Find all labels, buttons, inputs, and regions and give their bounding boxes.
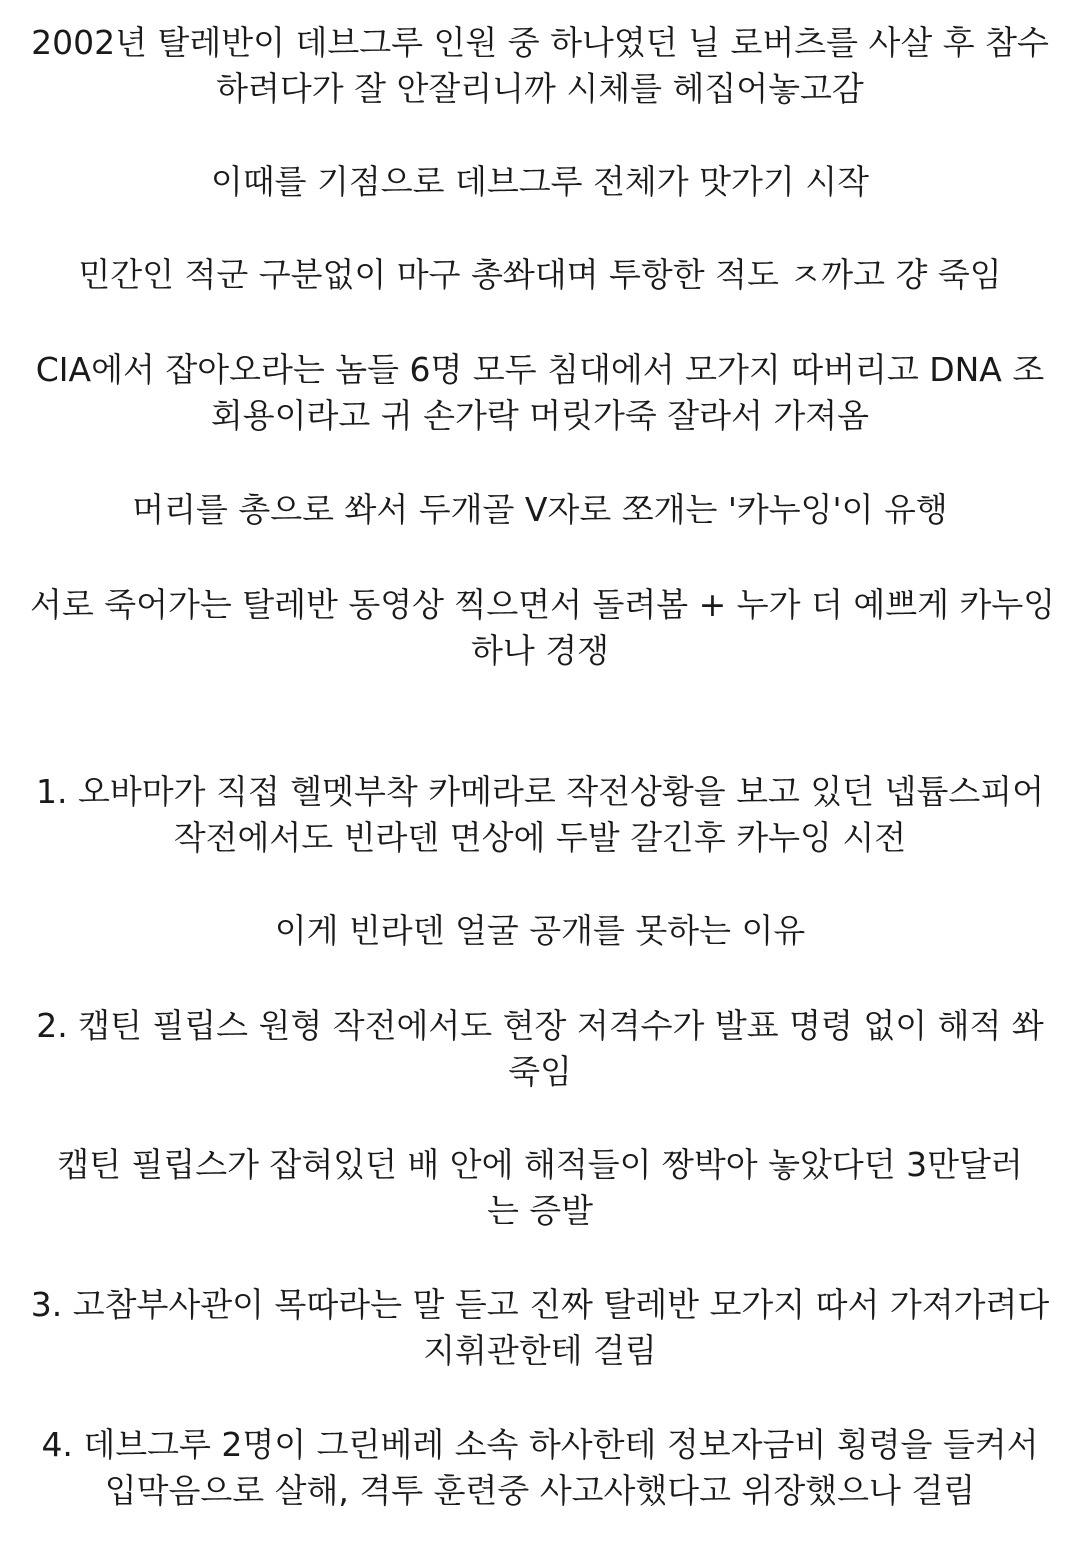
text-line: 이게 빈라덴 얼굴 공개를 못하는 이유 [274,911,806,950]
paragraph-videos [30,582,1056,674]
paragraph-roberts [30,20,1050,112]
text-line: 지휘관한테 걸림 [423,1331,657,1370]
text-line: 회용이라고 귀 손가락 머릿가죽 잘라서 가져옴 [210,396,870,435]
paragraph-item-1 [30,769,1050,861]
paragraph-item-4 [30,1422,1050,1514]
text-line: 1. 오바마가 직접 헬멧부착 카메라로 작전상황을 보고 있던 넵튭스피어 [36,772,1044,811]
text-line: 2. 캡틴 필립스 원형 작전에서도 현장 저격수가 발표 명령 없이 해적 쏴 [36,1006,1044,1045]
text-line: 는 증발 [486,1191,594,1230]
paragraph-civilians [30,252,1050,298]
text-line: 3. 고참부사관이 목따라는 말 듣고 진짜 탈레반 모가지 따서 가져가려다 [30,1285,1050,1324]
text-line: CIA에서 잡아오라는 놈들 6명 모두 침대에서 모가지 따버리고 DNA 조 [35,350,1045,389]
text-line: 죽임 [508,1052,572,1091]
text-line: 2002년 탈레반이 데브그루 인원 중 하나였던 닐 로버츠를 사살 후 참수 [31,23,1049,62]
paragraph-ransom [30,1142,1050,1234]
text-line: 하려다가 잘 안잘리니까 시체를 헤집어놓고감 [216,69,864,108]
paragraph-item-3 [30,1282,1050,1374]
text-line: 하나 경쟁 [470,631,609,670]
text-line: 작전에서도 빈라덴 면상에 두발 갈긴후 카누잉 시전 [173,818,907,857]
text-line: 입막음으로 살해, 격투 훈련중 사고사했다고 위장했으나 걸림 [104,1471,976,1510]
paragraph-binladen-face [30,908,1050,954]
paragraph-item-2 [30,1003,1050,1095]
text-line: 민간인 적군 구분없이 마구 총쏴대며 투항한 적도 ㅈ까고 걍 죽임 [78,255,1002,294]
paragraph-canoeing [30,487,1050,533]
paragraph-turning-point [30,159,1050,205]
text-line: 머리를 총으로 쏴서 두개골 V자로 쪼개는 '카누잉'이 유행 [132,490,948,529]
text-line: 이때를 기점으로 데브그루 전체가 맛가기 시작 [210,162,870,201]
text-line: 캡틴 필립스가 잡혀있던 배 안에 해적들이 짱박아 놓았다던 3만달러 [57,1145,1023,1184]
text-line: 서로 죽어가는 탈레반 동영상 찍으면서 돌려봄 + 누가 더 예쁘게 카누잉 [30,585,1056,624]
text-line: 4. 데브그루 2명이 그린베레 소속 하사한테 정보자금비 횡령을 들켜서 [41,1425,1039,1464]
paragraph-cia [30,347,1050,439]
